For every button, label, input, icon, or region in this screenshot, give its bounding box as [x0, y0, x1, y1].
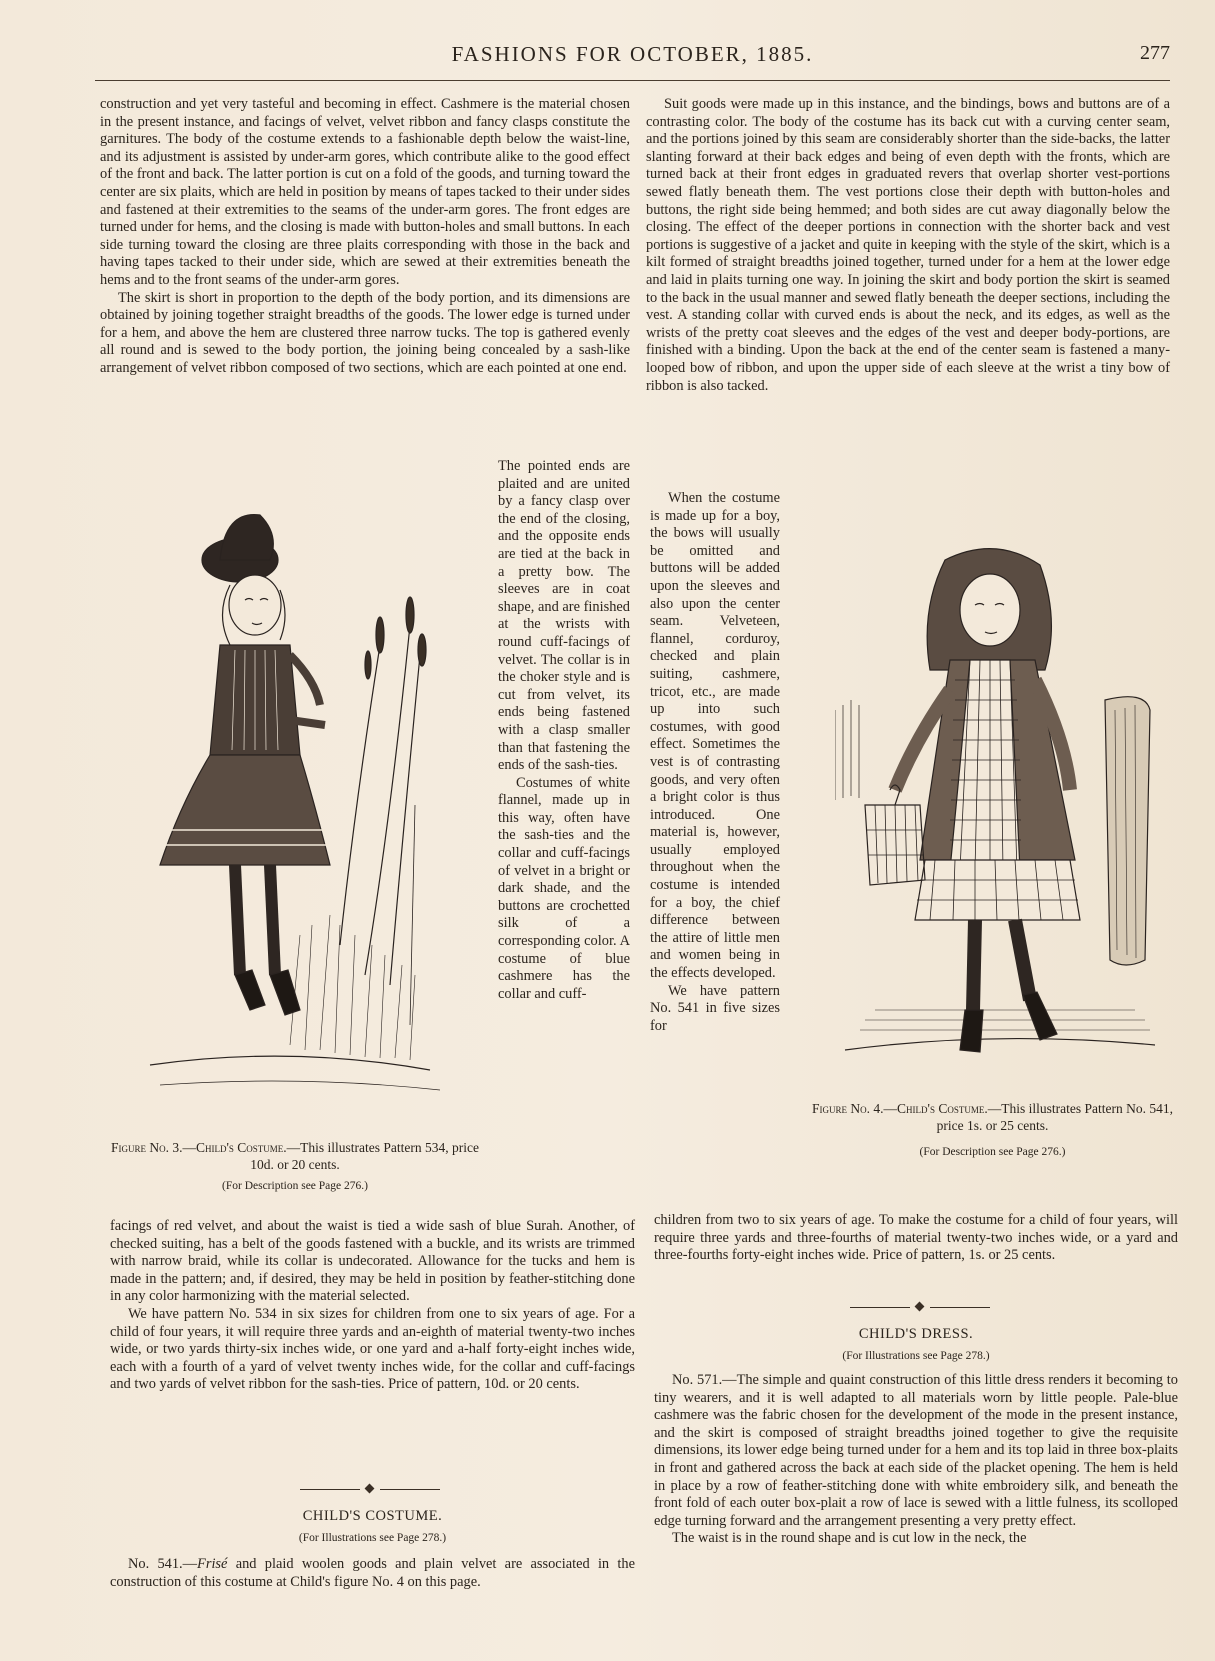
left-column-top	[100, 96, 630, 378]
left-paragraph-1: construction and yet very tasteful and becoming in effect. Cashmere is the material chosen in the present instance, and facings of velvet, velvet ribbon and fancy clasps constitute the garnitures. The body of the costume extends to a fashionable depth below the waist-line, and its adjustment is assisted by under-arm gores, which contribute alike to the good effect of the front and back. The latter portion is cut on a fold of the goods, and turning toward the center are six plaits, which are held in position by means of tapes tacked to their under sides and fastened at their extremities to the seams of the under-arm gores. The front edges are turned under for hems, and the closing is made with button-holes and small buttons. In each side turning toward the closing are three plaits corresponding with those in the back and having tapes tacked to their under side, which are sewed at their extremities beneath the hems and to the front seams of the under-arm gores.	[100, 96, 630, 288]
page-number: 277	[1140, 42, 1170, 64]
header-rule	[95, 80, 1170, 81]
left-continuation: facings of red velvet, and about the waist is tied a wide sash of blue Surah. Another, of checked suiting, has a belt of the goods fastened with a buckle, and its wrists are trimmed with narrow braid, while its collar is undecorated. Allowance for the tucks and hem is made in the pattern; and, if desired, they may be held in position by feather-stitching done in any color harmonizing with the material selected.	[110, 1218, 635, 1305]
right-narrow-paragraph-2: We have pattern No. 541 in five sizes for	[650, 982, 780, 1034]
page-header	[95, 42, 1170, 72]
childs-dress-heading: CHILD'S DRESS.	[858, 1326, 974, 1342]
left-divider	[300, 1484, 440, 1494]
figure-4-caption-text: —This illustrates Pattern No. 541, price 1s. or 25 cents.	[936, 1101, 1173, 1133]
figure-3-caption-text: —This illustrates Pattern 534, price 10d. or 20 cents.	[250, 1140, 480, 1172]
left-column-bottom	[110, 1218, 635, 1394]
child-with-birdcage-engraving-icon	[835, 540, 1160, 1090]
left-narrow-paragraph-1: The pointed ends are plaited and are united by a fancy clasp over the end of the closing, and the opposite ends are tied at the back in a pretty bow. The sleeves are in coat shape, and are finished at the wrists with round cuff-facings of velvet. The collar is in the choker style and is cut from velvet, its ends being fastened with a clasp smaller than that fastening the ends of the sash-ties.	[498, 458, 630, 774]
figure-3-caption-lead: Figure No. 3.—Child's Costume.	[110, 1140, 287, 1155]
left-paragraph-skirt: The skirt is short in proportion to the depth of the body portion, and its dimensions are obtained by joining together straight breadths of the goods. The lower edge is turned under for a hem, and above the hem are clustered three narrow tucks. The top is gathered evenly all round and is sewed to the body portion, the joining being concealed by a sash-like arrangement of velvet ribbon composed of two sections, which are each pointed at one end.	[100, 289, 630, 376]
figure-3-caption	[105, 1139, 485, 1173]
left-narrow-paragraph-2: Costumes of white flannel, made up in this way, often have the sash-ties and the collar and cuff-facings of velvet in a bright or dark shade, and the buttons are crochetted silk of a corresponding color. A costume of blue cashmere has the collar and cuff-	[498, 774, 630, 1002]
childs-dress-paragraph: No. 571.—The simple and quaint construction of this little dress renders it becoming to tiny wearers, and it is well adapted to all materials worn by little people. Pale-blue cashmere was the fabric chosen for the development of the mode in the present instance, and the skirt is composed of straight breadths joined together to give the requisite dimensions, its lower edge being turned under for a hem and its top laid in three box-plaits in front and gathered across the back at each side of the placket opening. The hem is held in place by a row of feather-stitching done with white embroidery silk, and beneath the front fold of each outer box-plait a row of lace is sewed with a little fulness, its scolloped edge turning forward and the arrangement presenting a very pretty effect.	[654, 1372, 1178, 1529]
right-narrow-paragraph-1: When the costume is made up for a boy, the bows will usually be omitted and buttons will be added upon the sleeves and also upon the center seam. Velveteen, flannel, corduroy, checked and plain suiting, cashmere, tricot, etc., are made up into such costumes, with good effect. Sometimes the vest is of contrasting goods, and very often a bright color is thus introduced. One material is, however, usually employed throughout when the costume is intended for a boy, the chief difference between the attire of little men and women being in the effects developed.	[650, 490, 780, 982]
right-column-continuation	[654, 1212, 1178, 1265]
girl-in-hat-engraving-icon	[140, 505, 450, 1120]
figure-4-caption	[805, 1100, 1180, 1134]
childs-dress-text	[654, 1372, 1178, 1548]
childs-costume-heading: CHILD'S COSTUME.	[302, 1508, 443, 1524]
childs-dress-last-line: The waist is in the round shape and is cut low in the neck, the	[672, 1530, 1027, 1547]
right-paragraph-1: Suit goods were made up in this instance, and the bindings, bows and buttons are of a contrasting color. The body of the costume has its back cut with a curving center seam, and the portions joined by this seam are considerably shorter than the side-backs, the latter slanting forward at their back edges and being of even depth with the fronts, which are turned back at their front edges in graduated revers that overlap shorter vest-portions sewed flatly beneath them. The vest portions close their depth with button-holes and buttons, the right side being hemmed; and both sides are cut away diagonally below the closing. The effect of the deeper portions in connection with the shorter back and vest portions is suggestive of a jacket and quite in keeping with the style of the skirt, which is a kilt formed of straight breadths joined together, turned under for a hem at the lower edge and laid in plaits turning one way. In joining the skirt and body portion the skirt is seamed to the back in the usual manner and sewed flatly beneath the deeper sections, including the vest. A standing collar with curved ends is about the neck, and its edges, as well as the wrists of the pretty coat sleeves and the edges of the vest and deeper body-portions, are finished with a binding. Upon the back at the end of the center seam is fastened a many-looped bow of ribbon, and upon the upper side of each sleeve at the wrist a tiny bow of ribbon is also tacked.	[646, 96, 1170, 394]
childs-costume-body: and plaid woolen goods and plain velvet are associated in the construction of this costume at Child's figure No. 4 on this page.	[110, 1556, 635, 1590]
right-column-top	[646, 96, 1170, 395]
figure-3-note: (For Description see Page 276.)	[222, 1180, 368, 1192]
left-narrow-column	[498, 458, 630, 1003]
childs-costume-italic: Frisé	[197, 1556, 228, 1572]
childs-costume-lead: No. 541.—	[128, 1556, 198, 1572]
figure-4-caption-lead: Figure No. 4.—Child's Costume.	[812, 1101, 988, 1116]
left-pattern-paragraph: We have pattern No. 534 in six sizes for children from one to six years of age. For a child of four years, it will require three yards and an-eighth of material twenty-two inches wide, or two yards thirty-six inches wide, or one yard and a-half forty-eight inches wide, each with a fourth of a yard of velvet twenty inches wide, for the collar and cuff-facings and two yards of velvet ribbon for the sash-ties. Price of pattern, 10d. or 20 cents.	[110, 1305, 635, 1393]
right-continuation: children from two to six years of age. To make the costume for a child of four years, will require three yards and three-fourths of material twenty-two inches wide, or a yard and three-fourths forty-eight inches wide. Price of pattern, 1s. or 25 cents.	[654, 1212, 1178, 1264]
childs-costume-note: (For Illustrations see Page 278.)	[298, 1532, 447, 1544]
childs-costume-text	[110, 1556, 635, 1591]
right-narrow-column	[650, 490, 780, 1035]
page-title: FASHIONS FOR OCTOBER, 1885.	[451, 42, 814, 66]
childs-dress-note: (For Illustrations see Page 278.)	[842, 1350, 990, 1362]
figure-3-illustration	[140, 505, 450, 1120]
right-divider	[850, 1302, 990, 1312]
figure-4-illustration	[835, 540, 1160, 1090]
figure-4-note: (For Description see Page 276.)	[919, 1146, 1066, 1158]
